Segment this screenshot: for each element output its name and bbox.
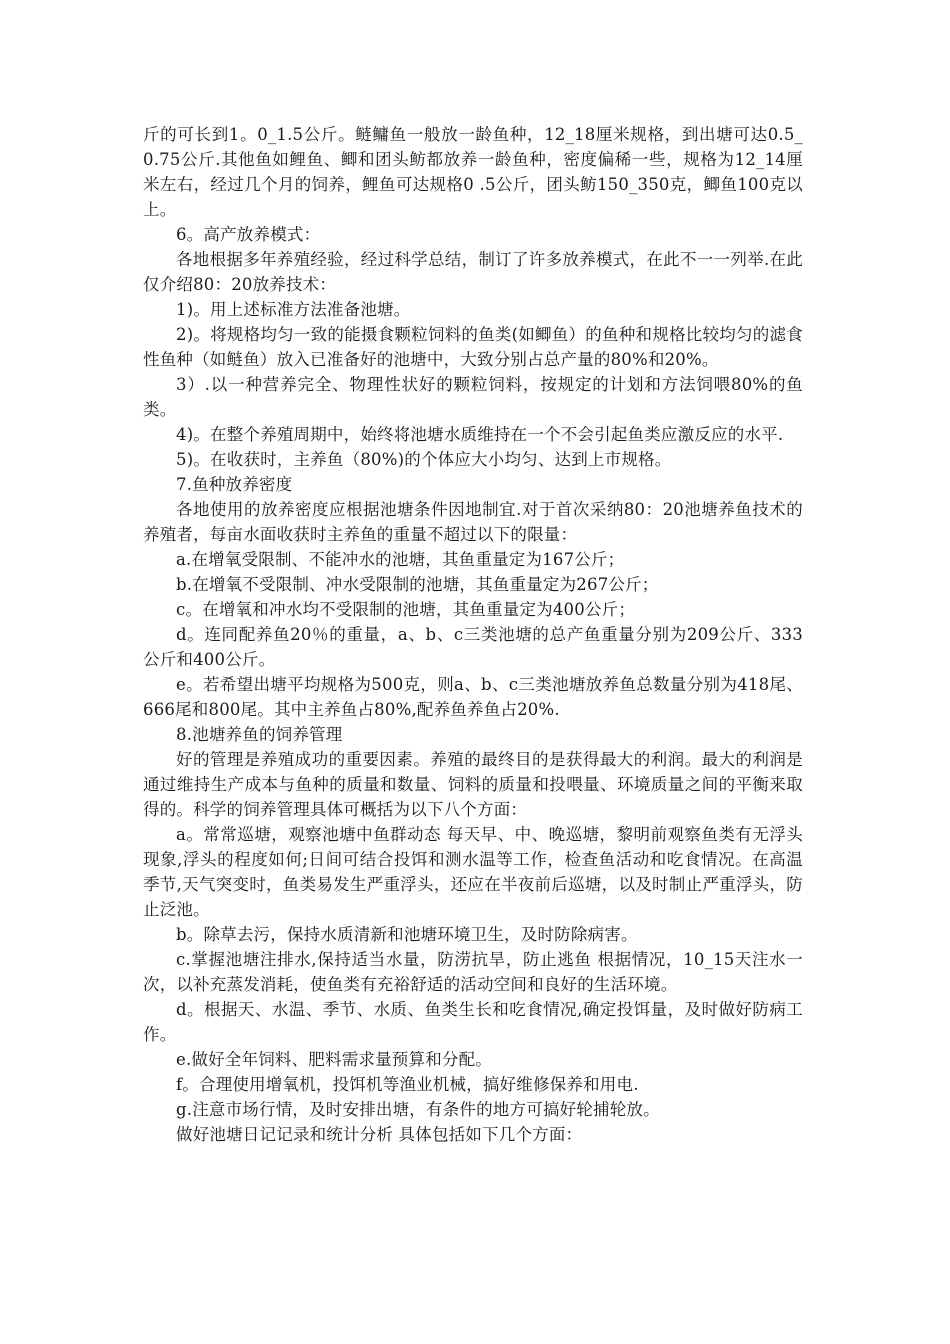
list-item-1: 1)。用上述标准方法准备池塘。 [176, 300, 411, 319]
section-heading-8: 8.池塘养鱼的饲养管理 [176, 725, 343, 744]
list-item-b: b.在增氧不受限制、冲水受限制的池塘，其鱼重量定为267公斤； [176, 575, 659, 594]
list-item-g: g.注意市场行情，及时安排出塘，有条件的地方可搞好轮捕轮放。 [176, 1100, 660, 1119]
list-item-b: b。除草去污，保持水质清新和池塘环境卫生，及时防除病害。 [176, 925, 638, 944]
list-item-f: f。合理使用增氧机，投饵机等渔业机械，搞好维修保养和用电. [176, 1075, 639, 1094]
list-item-d: d。根据天、水温、季节、水质、鱼类生长和吃食情况,确定投饵量，及时做好防病工作。 [143, 1000, 803, 1044]
paragraph: 做好池塘日记记录和统计分析 具体包括如下几个方面： [176, 1125, 583, 1144]
list-item-2: 2)。将规格均匀一致的能摄食颗粒饲料的鱼类(如鲫鱼）的鱼种和规格比较均匀的滤食性鱼种（如鲢鱼）放入已准备好的池塘中，大致分别占总产量的80%和20%。 [143, 325, 803, 369]
list-item-4: 4)。在整个养殖周期中，始终将池塘水质维持在一个不会引起鱼类应激反应的水平. [176, 425, 784, 444]
list-item-d: d。连同配养鱼20％的重量，a、b、c三类池塘的总产鱼重量分别为209公斤、333公斤和400公斤。 [143, 625, 803, 669]
list-item-a: a.在增氧受限制、不能冲水的池塘，其鱼重量定为167公斤； [176, 550, 625, 569]
list-item-5: 5)。在收获时，主养鱼（80%)的个体应大小均匀、达到上市规格。 [176, 450, 672, 469]
paragraph: 好的管理是养殖成功的重要因素。养殖的最终目的是获得最大的利润。最大的利润是通过维持生产成本与鱼种的质量和数量、饲料的质量和投喂量、环境质量之间的平衡来取得的。科学的饲养管理具体可概括为以下八个方面： [143, 750, 803, 819]
list-item-a: a。常常巡塘，观察池塘中鱼群动态 每天早、中、晚巡塘，黎明前观察鱼类有无浮头现象,浮头的程度如何;日间可结合投饵和测水温等工作，检查鱼活动和吃食情况。在高温季节,天气突变时，鱼类易发生严重浮头，还应在半夜前后巡塘，以及时制止严重浮头，防止泛池。 [143, 825, 803, 919]
list-item-c: c。在增氧和冲水均不受限制的池塘，其鱼重量定为400公斤； [176, 600, 636, 619]
list-item-e: e.做好全年饲料、肥料需求量预算和分配。 [176, 1050, 493, 1069]
list-item-c: c.掌握池塘注排水,保持适当水量，防涝抗旱，防止逃鱼 根据情况，10_15天注水一次，以补充蒸发消耗，使鱼类有充裕舒适的活动空间和良好的生活环境。 [143, 950, 803, 994]
document-body [143, 122, 803, 1147]
list-item-3: 3）.以一种营养完全、物理性状好的颗粒饲料，按规定的计划和方法饲喂80%的鱼类。 [143, 375, 803, 419]
paragraph: 各地根据多年养殖经验，经过科学总结，制订了许多放养模式，在此不一一列举.在此仅介绍80：20放养技术： [143, 250, 803, 294]
paragraph: 各地使用的放养密度应根据池塘条件因地制宜.对于首次采纳80：20池塘养鱼技术的养殖者，每亩水面收获时主养鱼的重量不超过以下的限量： [143, 500, 803, 544]
section-heading-7: 7.鱼种放养密度 [176, 475, 293, 494]
list-item-e: e。若希望出塘平均规格为500克，则a、b、c三类池塘放养鱼总数量分别为418尾、666尾和800尾。其中主养鱼占80%,配养鱼养鱼占20%. [143, 675, 803, 719]
paragraph-continuation: 斤的可长到1。0_1.5公斤。鲢鳙鱼一般放一龄鱼种，12_18厘米规格，到出塘可达0.5_0.75公斤.其他鱼如鲤鱼、鲫和团头鲂都放养一龄鱼种，密度偏稀一些，规格为12_14厘米左右，经过几个月的饲养，鲤鱼可达规格0 .5公斤，团头鲂150_350克，鲫鱼100克以上。 [143, 125, 803, 219]
section-heading-6: 6。高产放养模式： [176, 225, 321, 244]
